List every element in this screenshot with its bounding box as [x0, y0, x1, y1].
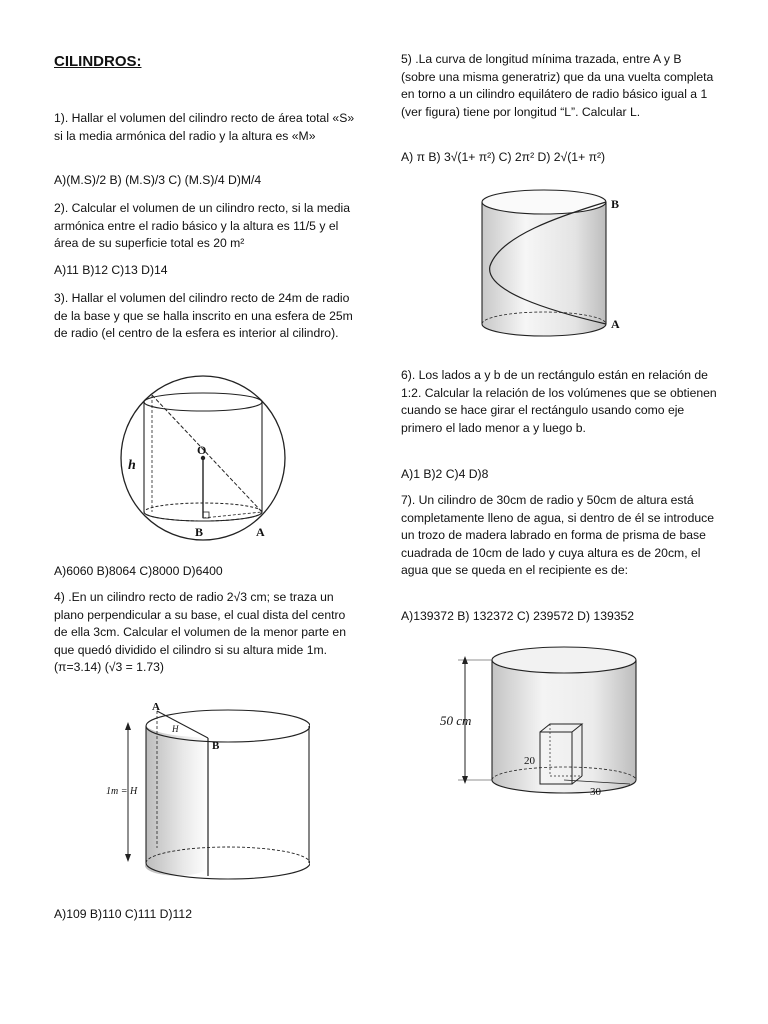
- page-title: CILINDROS:: [54, 53, 142, 70]
- problem-6-options: A)1 B)2 C)4 D)8: [401, 467, 489, 481]
- problem-1-text: 1). Hallar el volumen del cilindro recto de área total «S» si la media armónica del radio y la altura es «M»: [54, 111, 355, 143]
- problem-3-options: A)6060 B)8064 C)8000 D)6400: [54, 564, 223, 578]
- label-height: 50 cm: [440, 713, 472, 728]
- figure-cylinder-cut: [100, 698, 310, 888]
- problem-2-text: 2). Calcular el volumen de un cilindro recto, si la media armónica entre el radio básico y la altura es 11/5 y el área de su superficie total es 20 m²: [54, 201, 351, 251]
- label-a: A: [611, 317, 620, 331]
- label-a: A: [152, 701, 160, 713]
- figure-cylinder-in-sphere: [108, 372, 298, 542]
- label-height: 1m = H: [106, 786, 138, 797]
- label-radius: 30: [590, 786, 601, 798]
- problem-7-text: 7). Un cilindro de 30cm de radio y 50cm de altura está completamente lleno de agua, si dentro de él se introduce un trozo de madera labrado en forma de prisma de base cuadrada de 10cm de lado y cuya altura es de 20cm, el agua que se queda en el recipiente es de:: [401, 493, 715, 578]
- problem-5-text: 5) .La curva de longitud mínima trazada, entre A y B (sobre una misma generatriz) que da una vuelta completa en torno a un cilindro equilátero de radio básico igual a 1 (ver figura) tiene por longitud “L”. Calcular L.: [401, 52, 714, 119]
- label-h: h: [128, 458, 136, 473]
- problem-3-text: 3). Hallar el volumen del cilindro recto de 24m de radio de la base y que se halla inscrito en una esfera de 25m de radio (el centro de la esfera es interior al cilindro).: [54, 291, 353, 341]
- label-b: B: [611, 197, 620, 211]
- problem-1-options: A)(M.S)/2 B) (M.S)/3 C) (M.S)/4 D)M/4: [54, 173, 262, 187]
- figure-helix-cylinder: [470, 186, 630, 341]
- problem-6-text: 6). Los lados a y b de un rectángulo están en relación de 1:2. Calcular la relación de los volúmenes que se obtienen cuando se hace girar el rectángulo usando como eje primero el lado menor a y luego b.: [401, 368, 717, 435]
- problem-2-options: A)11 B)12 C)13 D)14: [54, 263, 168, 277]
- problem-4-options: A)109 B)110 C)111 D)112: [54, 907, 192, 921]
- label-prism-height: 20: [524, 755, 535, 767]
- label-b: B: [195, 525, 204, 539]
- problem-4-text: 4) .En un cilindro recto de radio 2√3 cm; se traza un plano perpendicular a su base, el cual dista del centro de ella 3cm. Calcular el volumen de la menor parte en que quedó dividido el cilindro si su altura mide 1m. (π=3.14) (√3 = 1.73): [54, 590, 346, 675]
- problem-5-options: A) π B) 3√(1+ π²) C) 2π² D) 2√(1+ π²): [401, 150, 606, 164]
- label-o: O: [197, 443, 207, 457]
- label-h-small: H: [172, 724, 179, 734]
- label-b: B: [212, 740, 220, 752]
- label-a: A: [256, 525, 265, 539]
- figure-cylinder-prism: [440, 642, 650, 807]
- problem-7-options: A)139372 B) 132372 C) 239572 D) 139352: [401, 609, 635, 623]
